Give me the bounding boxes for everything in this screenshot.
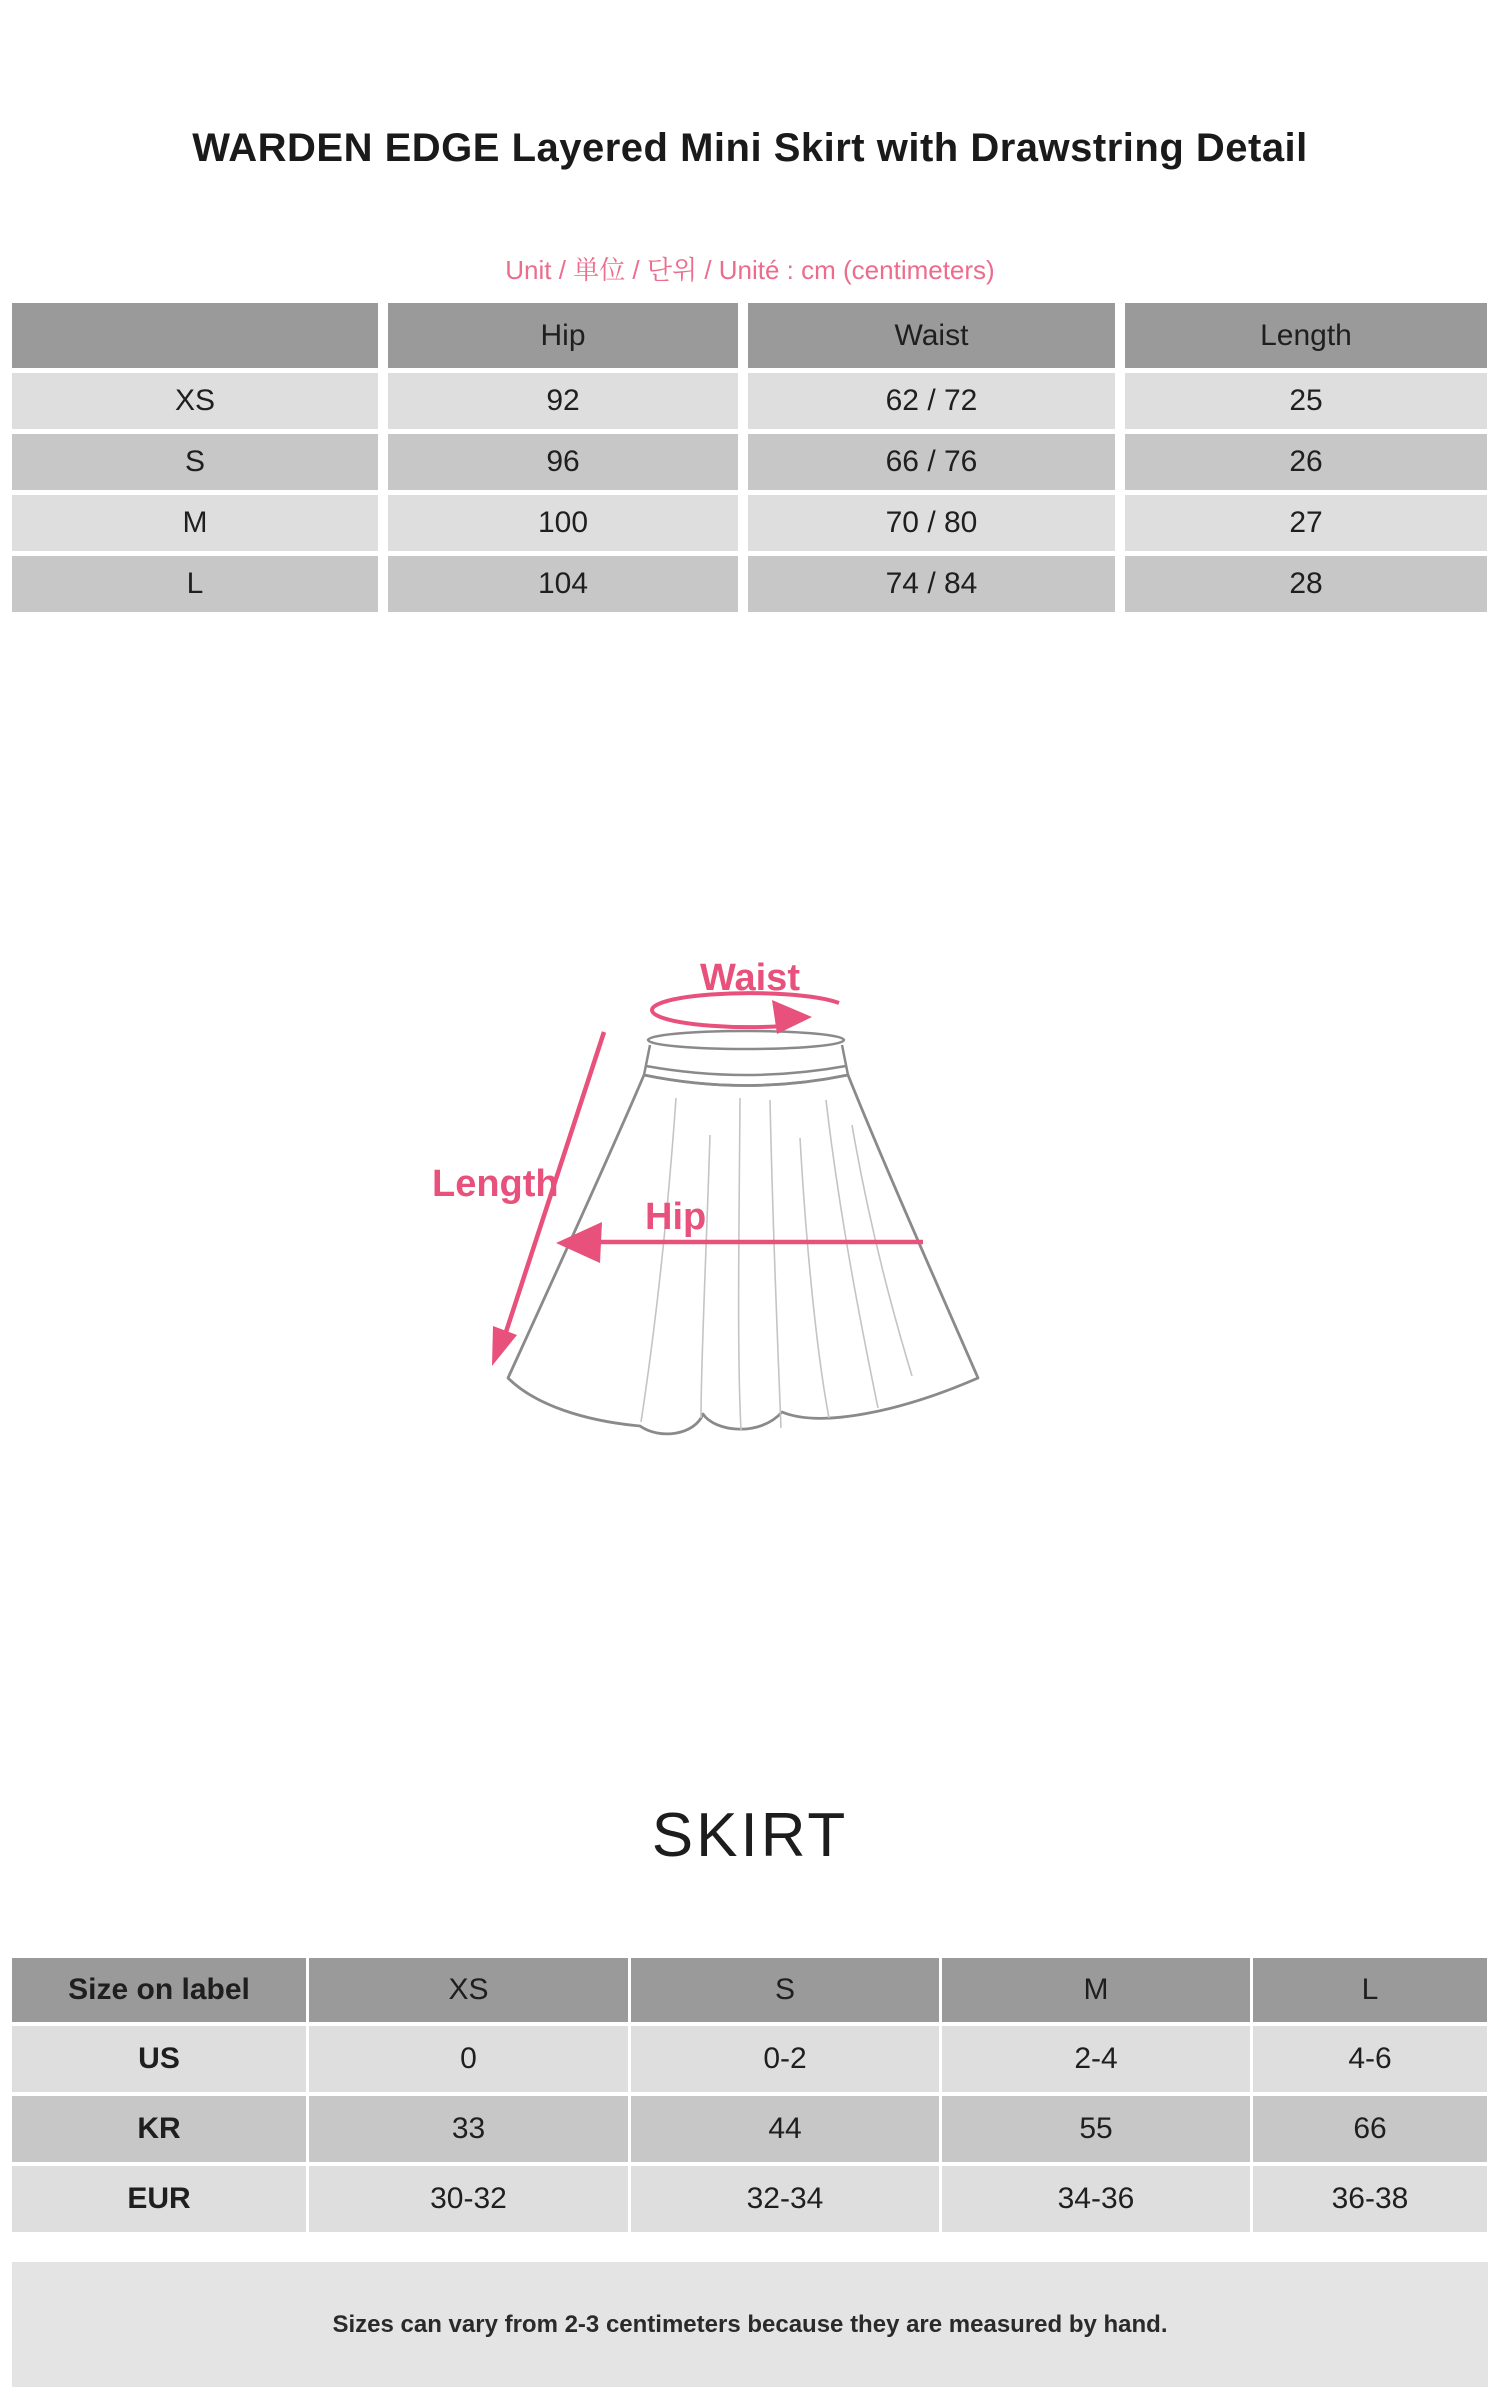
t2-cell: 44 — [631, 2096, 939, 2162]
t1-cell: 100 — [388, 495, 738, 551]
t2-cell: 0-2 — [631, 2026, 939, 2092]
t2-cell: 36-38 — [1253, 2166, 1487, 2232]
t1-header-waist: Waist — [748, 303, 1115, 368]
t2-cell: 32-34 — [631, 2166, 939, 2232]
t2-header-xs: XS — [309, 1958, 628, 2022]
t1-row-label: XS — [12, 373, 378, 429]
measurement-table — [12, 303, 1487, 612]
length-label: Length — [432, 1163, 559, 1205]
t2-row-label: KR — [12, 2096, 306, 2162]
t2-cell: 33 — [309, 2096, 628, 2162]
t2-header-l: L — [1253, 1958, 1487, 2022]
t1-row-label: L — [12, 556, 378, 612]
t2-cell: 34-36 — [942, 2166, 1250, 2232]
t1-cell: 74 / 84 — [748, 556, 1115, 612]
t2-cell: 66 — [1253, 2096, 1487, 2162]
footer-note: Sizes can vary from 2-3 centimeters because they are measured by hand. — [332, 2310, 1168, 2338]
t2-header-m: M — [942, 1958, 1250, 2022]
t2-header-size-on-label: Size on label — [12, 1958, 306, 2022]
t1-row-label: S — [12, 434, 378, 490]
t1-cell: 104 — [388, 556, 738, 612]
skirt-measurement-diagram — [400, 920, 1000, 1460]
t2-header-s: S — [631, 1958, 939, 2022]
unit-note: Unit / 単位 / 단위 / Unité : cm (centimeters) — [505, 255, 995, 285]
t1-cell: 66 / 76 — [748, 434, 1115, 490]
waist-label: Waist — [700, 957, 800, 999]
waist-arrowhead-icon — [772, 1000, 812, 1034]
page-title: WARDEN EDGE Layered Mini Skirt with Drawstring Detail — [192, 126, 1308, 170]
hip-label: Hip — [645, 1196, 707, 1238]
t1-header-blank — [12, 303, 378, 368]
skirt-waistband — [644, 1031, 848, 1086]
t1-header-hip: Hip — [388, 303, 738, 368]
size-conversion-table — [12, 1958, 1487, 2232]
t1-cell: 96 — [388, 434, 738, 490]
t2-row-label: EUR — [12, 2166, 306, 2232]
t1-cell: 70 / 80 — [748, 495, 1115, 551]
t2-cell: 4-6 — [1253, 2026, 1487, 2092]
t1-cell: 25 — [1125, 373, 1487, 429]
t2-cell: 55 — [942, 2096, 1250, 2162]
t1-cell: 26 — [1125, 434, 1487, 490]
section-heading-skirt: SKIRT — [651, 1801, 849, 1870]
t1-cell: 92 — [388, 373, 738, 429]
skirt-body-outline — [508, 1075, 978, 1434]
t2-row-label: US — [12, 2026, 306, 2092]
t1-cell: 27 — [1125, 495, 1487, 551]
length-arrowhead-icon — [492, 1326, 517, 1366]
t1-header-length: Length — [1125, 303, 1487, 368]
t2-cell: 30-32 — [309, 2166, 628, 2232]
t1-cell: 62 / 72 — [748, 373, 1115, 429]
t2-cell: 0 — [309, 2026, 628, 2092]
t2-cell: 2-4 — [942, 2026, 1250, 2092]
t1-row-label: M — [12, 495, 378, 551]
t1-cell: 28 — [1125, 556, 1487, 612]
note-band — [12, 2262, 1488, 2387]
